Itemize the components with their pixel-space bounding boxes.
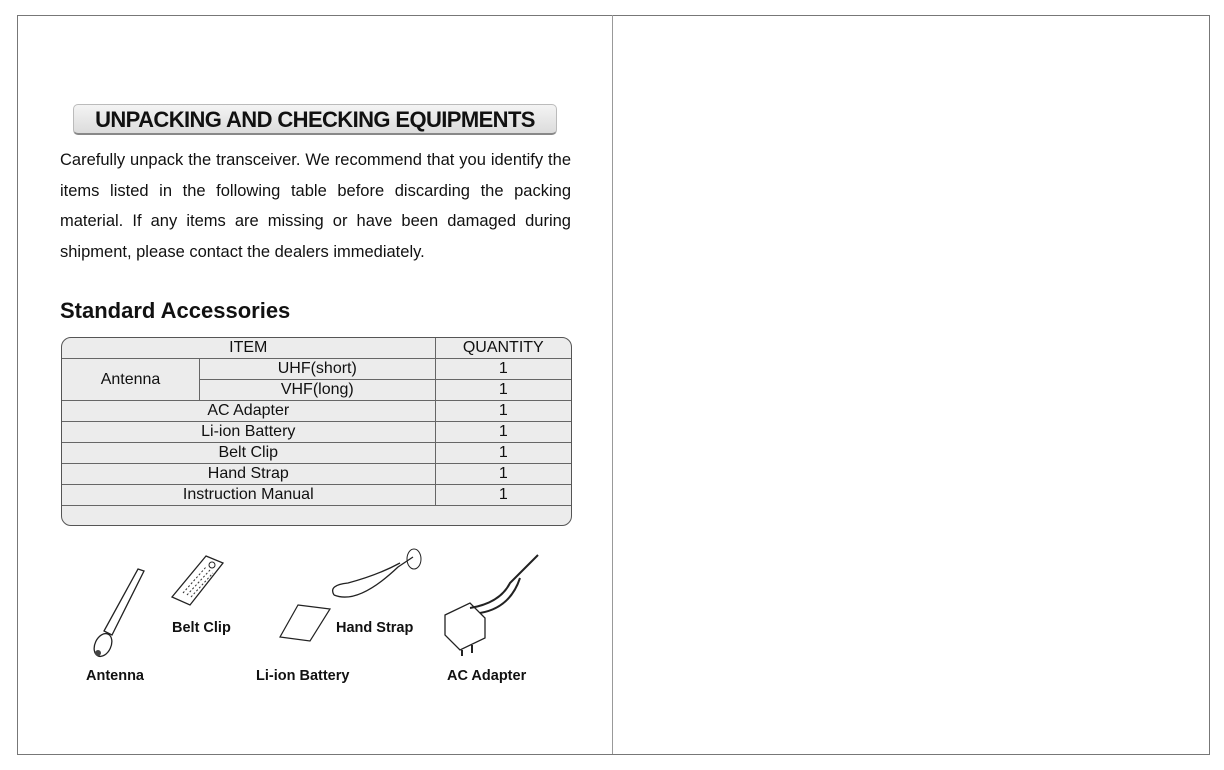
- cell-qty: 1: [435, 443, 571, 464]
- cell-qty: 1: [435, 422, 571, 443]
- hand-strap-illustration: [328, 545, 428, 605]
- cell-qty: 1: [435, 464, 571, 485]
- battery-illustration: [278, 603, 333, 643]
- ac-adapter-label: AC Adapter: [447, 668, 527, 684]
- table-row: [62, 485, 571, 506]
- cell-item: AC Adapter: [62, 401, 435, 422]
- cell-qty: 1: [435, 380, 571, 401]
- intro-paragraph: Carefully unpack the transceiver. We recommend that you identify the items listed in the following table before discarding the packing material. If any items are missing or have been damaged during shipment, please contact the dealers immediately.: [60, 151, 571, 261]
- cell-item: Hand Strap: [62, 464, 435, 485]
- cell-item: Instruction Manual: [62, 485, 435, 506]
- table-row: [62, 464, 571, 485]
- belt-clip-label: Belt Clip: [172, 620, 231, 636]
- standard-accessories-title: Standard Accessories: [60, 298, 291, 323]
- hand-strap-label: Hand Strap: [336, 620, 414, 636]
- battery-label: Li-ion Battery: [256, 668, 350, 684]
- accessories-table: [61, 337, 572, 526]
- antenna-label: Antenna: [86, 668, 144, 684]
- cell-qty: 1: [435, 401, 571, 422]
- cell-variant: UHF(short): [200, 359, 436, 380]
- cell-variant: VHF(long): [200, 380, 436, 401]
- table-row: [62, 422, 571, 443]
- table-row: [62, 359, 571, 380]
- section-heading: UNPACKING AND CHECKING EQUIPMENTS: [73, 104, 557, 135]
- table-row: [62, 401, 571, 422]
- table-row: [62, 443, 571, 464]
- table-header: [62, 338, 571, 359]
- cell-item: Belt Clip: [62, 443, 435, 464]
- page-divider: [612, 15, 613, 754]
- antenna-illustration: [90, 565, 150, 660]
- cell-item: Li-ion Battery: [62, 422, 435, 443]
- header-quantity: QUANTITY: [435, 338, 571, 359]
- ac-adapter-illustration: [440, 553, 545, 658]
- cell-qty: 1: [435, 359, 571, 380]
- belt-clip-illustration: [168, 553, 228, 608]
- header-item: ITEM: [62, 338, 435, 359]
- cell-qty: 1: [435, 485, 571, 506]
- cell-item: Antenna: [62, 359, 200, 401]
